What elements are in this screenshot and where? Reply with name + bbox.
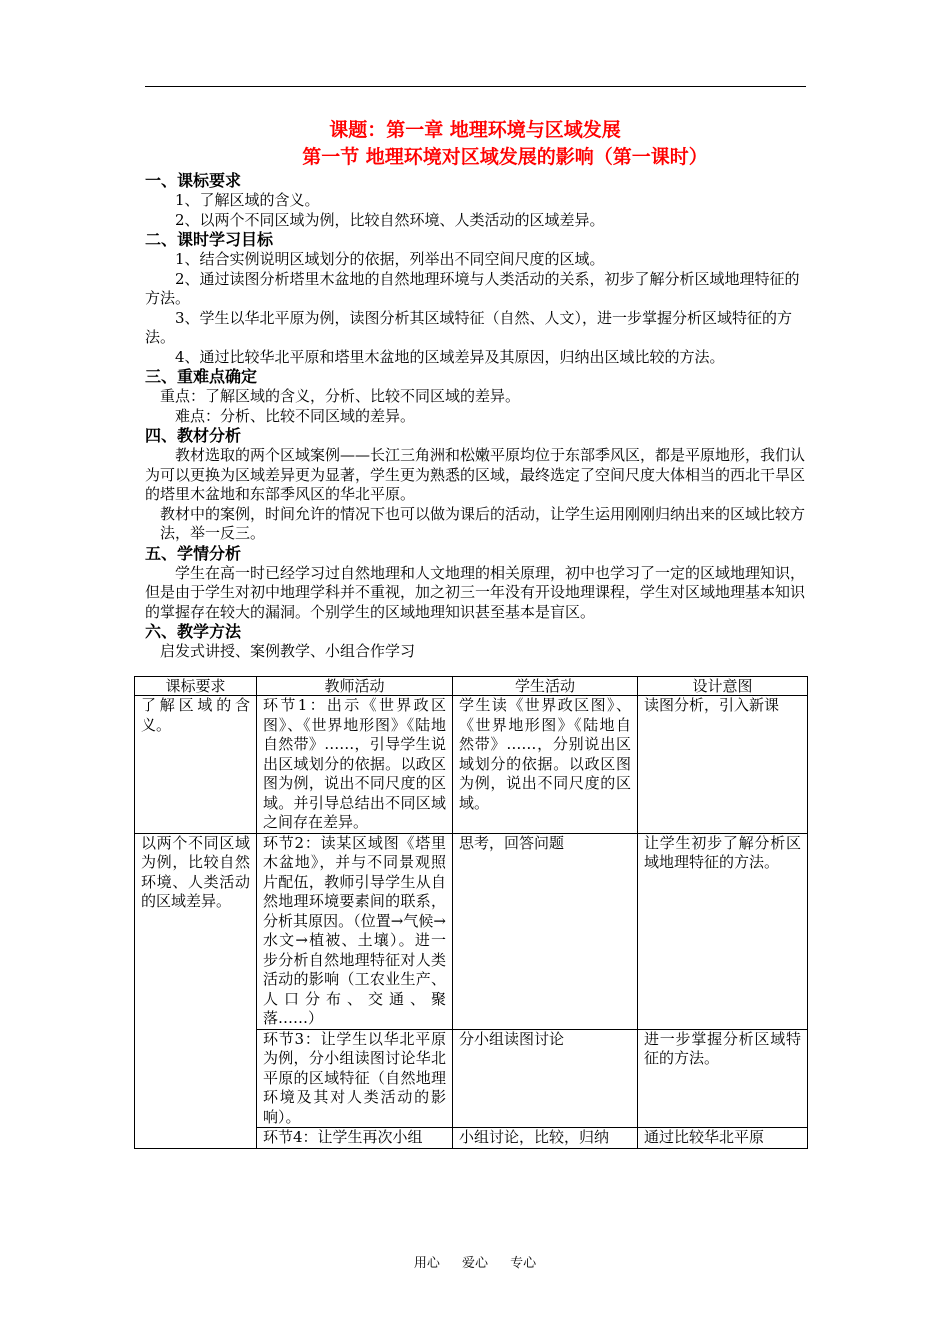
table-row xyxy=(135,696,808,834)
footer-word-3: 专心 xyxy=(510,1256,537,1271)
textbook-analysis-p1: 教材选取的两个区域案例——长江三角洲和松嫩平原均位于东部季风区，都是平原地形，我们认为可以更换为区域差异更为显著，学生更为熟悉的区域，最终选定了空间尺度大体相当的西北干旱区的塔里木盆地和东部季风区的华北平原。 xyxy=(145,446,806,503)
curriculum-item-2: 2、以两个不同区域为例，比较自然环境、人类活动的区域差异。 xyxy=(175,210,605,229)
cell-intent: 让学生初步了解分析区域地理特征的方法。 xyxy=(638,833,808,1029)
objective-1: 1、结合实例说明区域划分的依据，列举出不同空间尺度的区域。 xyxy=(175,250,605,268)
cell-student: 学生读《世界政区图》、《世界地形图》《陆地自然带》……，分别说出区域划分的依据。以政区图为例，说出不同尺度的区域。 xyxy=(453,696,638,834)
footer-word-2: 爱心 xyxy=(461,1256,488,1271)
section-title: 第一节 地理环境对区域发展的影响（第一课时） xyxy=(302,146,708,168)
col-header-teacher: 教师活动 xyxy=(257,677,453,696)
textbook-analysis-p2: 教材中的案例，时间允许的情况下也可以做为课后的活动，让学生运用刚刚归纳出来的区域比较方法，举一反三。 xyxy=(160,504,806,542)
heading-curriculum: 一、课标要求 xyxy=(145,171,242,190)
cell-student: 思考，回答问题 xyxy=(453,833,638,1029)
table-row xyxy=(135,833,808,1029)
document-body xyxy=(145,171,806,662)
teaching-plan-table xyxy=(134,676,808,1149)
cell-teacher: 环节3：让学生以华北平原为例，分小组读图讨论华北平原的区域特征（自然地理环境及其对人类活动的影响）。 xyxy=(257,1029,453,1128)
cell-requirement: 以两个不同区域为例，比较自然环境、人类活动的区域差异。 xyxy=(135,833,257,1148)
table-header-row xyxy=(135,677,808,696)
cell-intent: 通过比较华北平原 xyxy=(638,1128,808,1149)
cell-student: 分小组读图讨论 xyxy=(453,1029,638,1128)
col-header-requirement: 课标要求 xyxy=(135,677,257,696)
cell-teacher: 环节2：读某区域图《塔里木盆地》，并与不同景观照片配伍，教师引导学生从自然地理环境要素间的联系，分析其原因。（位置→气候→水文→植被、土壤）。进一步分析自然地理特征对人类活动的影响（工农业生产、人口分布、交通、聚落……） xyxy=(257,833,453,1029)
teaching-methods-text: 启发式讲授、案例教学、小组合作学习 xyxy=(160,642,416,660)
curriculum-item-1: 1、了解区域的含义。 xyxy=(175,191,320,209)
cell-teacher: 环节4：让学生再次小组 xyxy=(257,1128,453,1149)
col-header-intent: 设计意图 xyxy=(638,677,808,696)
heading-textbook-analysis: 四、教材分析 xyxy=(145,426,242,445)
cell-requirement: 了解区域的含义。 xyxy=(135,696,257,834)
cell-student: 小组讨论，比较，归纳 xyxy=(453,1128,638,1149)
cell-intent: 进一步掌握分析区域特征的方法。 xyxy=(638,1029,808,1128)
footer-word-1: 用心 xyxy=(413,1256,440,1271)
cell-intent: 读图分析，引入新课 xyxy=(638,696,808,834)
header-rule xyxy=(145,86,806,87)
heading-teaching-methods: 六、教学方法 xyxy=(145,622,242,641)
cell-teacher: 环节1：出示《世界政区图》、《世界地形图》《陆地自然带》……，引导学生说出区域划分的依据。以政区图为例，说出不同尺度的区域。并引导总结出不同区域之间存在差异。 xyxy=(257,696,453,834)
objective-3: 3、学生以华北平原为例，读图分析其区域特征（自然、人文），进一步掌握分析区域特征的方法。 xyxy=(145,308,793,346)
objective-2: 2、通过读图分析塔里木盆地的自然地理环境与人类活动的关系，初步了解分析区域地理特征的方法。 xyxy=(145,269,800,307)
col-header-student: 学生活动 xyxy=(453,677,638,696)
heading-objectives: 二、课时学习目标 xyxy=(145,230,274,249)
learner-analysis-p1: 学生在高一时已经学习过自然地理和人文地理的相关原理，初中也学习了一定的区域地理知识，但是由于学生对初中地理学科并不重视，加之初三一年没有开设地理课程，学生对区域地理基本知识的掌握存在较大的漏洞。个别学生的区域地理知识甚至基本是盲区。 xyxy=(145,563,806,621)
objective-4: 4、通过比较华北平原和塔里木盆地的区域差异及其原因，归纳出区域比较的方法。 xyxy=(175,347,725,366)
difficult-point: 难点：分析、比较不同区域的差异。 xyxy=(175,406,416,425)
page-footer xyxy=(0,1252,950,1271)
lesson-title: 课题：第一章 地理环境与区域发展 xyxy=(329,119,621,141)
key-point: 重点：了解区域的含义，分析、比较不同区域的差异。 xyxy=(160,387,521,405)
heading-learner-analysis: 五、学情分析 xyxy=(145,543,242,563)
heading-key-points: 三、重难点确定 xyxy=(145,367,258,386)
